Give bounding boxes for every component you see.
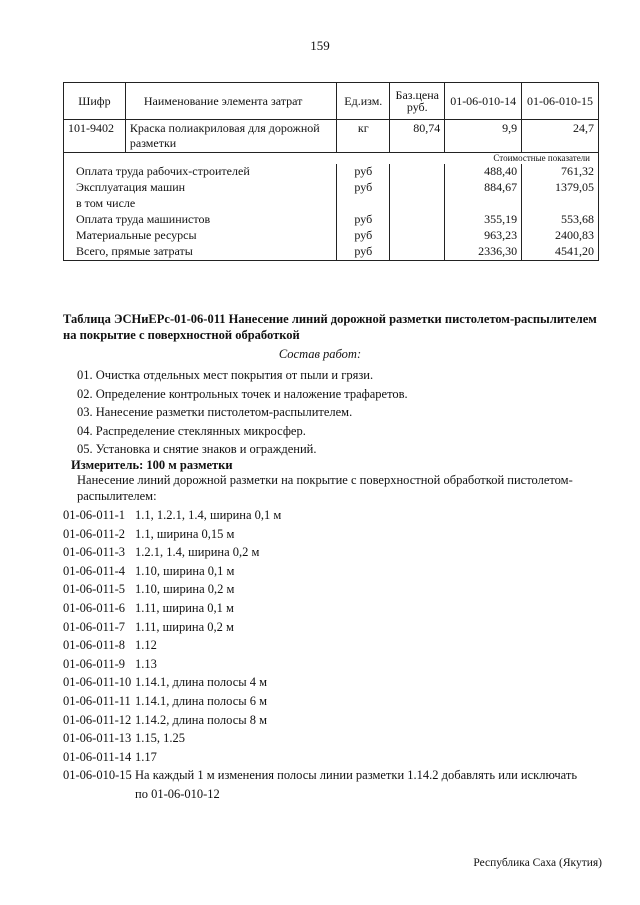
code-description: 1.1, ширина 0,15 м xyxy=(135,526,235,541)
code-item xyxy=(63,618,608,637)
code-description: 1.11, ширина 0,2 м xyxy=(135,619,234,634)
codes-list xyxy=(63,506,608,804)
code-description: 1.17 xyxy=(135,749,157,764)
material-code: 101-9402 xyxy=(64,120,126,153)
code-number: 01-06-011-9 xyxy=(63,656,126,671)
summary-row xyxy=(64,164,599,180)
summary-value-2: 553,68 xyxy=(522,212,599,228)
code-item xyxy=(63,692,608,711)
works-list xyxy=(77,366,408,459)
code-description: 1.14.1, длина полосы 6 м xyxy=(135,693,268,708)
table-header-row xyxy=(64,83,599,120)
header-name: Наименование элемента затрат xyxy=(125,83,336,120)
summary-unit: руб xyxy=(337,164,390,180)
code-item xyxy=(63,506,608,525)
summary-value-1: 963,23 xyxy=(445,228,522,244)
work-item: 01. Очистка отдельных мест покрытия от пыли и грязи. xyxy=(77,368,374,382)
summary-price xyxy=(390,196,445,212)
header-code: Шифр xyxy=(64,83,126,120)
code-item xyxy=(63,673,608,692)
material-row xyxy=(64,120,599,153)
summary-label: Эксплуатация машин xyxy=(64,180,337,196)
code-continuation: по 01-06-010-12 xyxy=(135,786,220,801)
summary-row xyxy=(64,228,599,244)
code-item xyxy=(63,525,608,544)
summary-value-2: 2400,83 xyxy=(522,228,599,244)
summary-price xyxy=(390,212,445,228)
summary-row xyxy=(64,180,599,196)
summary-value-1: 884,67 xyxy=(445,180,522,196)
code-number: 01-06-011-5 xyxy=(63,582,126,597)
header-col-2: 01-06-010-15 xyxy=(522,83,599,120)
summary-value-2 xyxy=(522,196,599,212)
code-number: 01-06-011-3 xyxy=(63,545,126,560)
code-number: 01-06-011-10 xyxy=(63,675,132,690)
summary-row xyxy=(64,196,599,212)
code-description: 1.14.2, длина полосы 8 м xyxy=(135,712,268,727)
code-description: 1.13 xyxy=(135,656,157,671)
code-item xyxy=(63,766,608,785)
summary-value-2: 1379,05 xyxy=(522,180,599,196)
material-value-1: 9,9 xyxy=(445,120,522,153)
work-item: 03. Нанесение разметки пистолетом-распылителем. xyxy=(77,405,353,420)
code-description: 1.10, ширина 0,2 м xyxy=(135,582,235,597)
summary-label: Всего, прямые затраты xyxy=(64,244,337,261)
summary-row xyxy=(64,212,599,228)
summary-row xyxy=(64,244,599,261)
code-item xyxy=(63,748,608,767)
measure-unit: Измеритель: 100 м разметки xyxy=(71,458,233,472)
summary-value-1: 2336,30 xyxy=(445,244,522,261)
material-price: 80,74 xyxy=(390,120,445,153)
section-label: Стоимостные показатели xyxy=(64,153,599,165)
code-description: 1.11, ширина 0,1 м xyxy=(135,600,234,615)
code-description: 1.1, 1.2.1, 1.4, ширина 0,1 м xyxy=(135,508,282,522)
code-description: 1.10, ширина 0,1 м xyxy=(135,563,235,578)
summary-label: в том числе xyxy=(64,196,337,212)
summary-unit: руб xyxy=(337,244,390,261)
summary-unit xyxy=(337,196,390,212)
intro-text: Нанесение линий дорожной разметки на покрытие с поверхностной обработкой пистолетом-распылителем: xyxy=(77,473,573,503)
summary-price xyxy=(390,228,445,244)
code-description: 1.12 xyxy=(135,638,157,653)
summary-price xyxy=(390,164,445,180)
header-col-1: 01-06-010-14 xyxy=(445,83,522,120)
summary-label: Оплата труда рабочих-строителей xyxy=(64,164,337,180)
summary-value-1 xyxy=(445,196,522,212)
summary-label: Оплата труда машинистов xyxy=(64,212,337,228)
code-item xyxy=(63,729,608,748)
summary-value-1: 488,40 xyxy=(445,164,522,180)
code-description: На каждый 1 м изменения полосы линии разметки 1.14.2 добавлять или исключать xyxy=(135,768,578,783)
code-number: 01-06-011-7 xyxy=(63,619,126,634)
section-heading: Таблица ЭСНиЕРс-01-06-011 Нанесение линий дорожной разметки пистолетом-распылителем на покрытие с поверхностной обработкой xyxy=(63,312,597,342)
header-unit: Ед.изм. xyxy=(337,83,390,120)
code-number: 01-06-011-6 xyxy=(63,600,126,615)
composition-title: Состав работ: xyxy=(278,347,362,361)
code-item xyxy=(63,636,608,655)
code-description: 1.2.1, 1.4, ширина 0,2 м xyxy=(135,545,260,560)
code-description: 1.14.1, длина полосы 4 м xyxy=(135,675,268,690)
code-item xyxy=(63,599,608,618)
section-row xyxy=(64,153,599,165)
code-description: 1.15, 1.25 xyxy=(135,731,185,746)
code-number: 01-06-011-2 xyxy=(63,526,126,541)
code-item xyxy=(63,655,608,674)
summary-value-2: 4541,20 xyxy=(522,244,599,261)
code-item xyxy=(63,580,608,599)
header-price: Баз.цена руб. xyxy=(390,83,445,120)
cost-table xyxy=(63,82,599,261)
footer-region: Республика Саха (Якутия) xyxy=(473,857,602,869)
code-item xyxy=(63,562,608,581)
code-number: 01-06-011-11 xyxy=(63,693,131,708)
code-number: 01-06-011-1 xyxy=(63,508,126,522)
summary-value-1: 355,19 xyxy=(445,212,522,228)
summary-unit: руб xyxy=(337,228,390,244)
summary-value-2: 761,32 xyxy=(522,164,599,180)
summary-unit: руб xyxy=(337,212,390,228)
work-item: 04. Распределение стеклянных микросфер. xyxy=(77,423,306,438)
page-number: 159 xyxy=(310,38,330,53)
work-item: 05. Установка и снятие знаков и ограждений. xyxy=(77,442,317,457)
code-number: 01-06-011-4 xyxy=(63,563,126,578)
code-number: 01-06-011-13 xyxy=(63,731,132,746)
code-item xyxy=(63,543,608,562)
summary-unit: руб xyxy=(337,180,390,196)
code-number: 01-06-011-8 xyxy=(63,638,126,653)
material-unit: кг xyxy=(337,120,390,153)
summary-label: Материальные ресурсы xyxy=(64,228,337,244)
work-item: 02. Определение контрольных точек и наложение трафаретов. xyxy=(77,386,408,401)
summary-price xyxy=(390,244,445,261)
material-value-2: 24,7 xyxy=(522,120,599,153)
code-item xyxy=(63,711,608,730)
summary-price xyxy=(390,180,445,196)
code-number: 01-06-011-14 xyxy=(63,749,132,764)
material-name: Краска полиакриловая для дорожной разметки xyxy=(125,120,336,153)
code-number: 01-06-010-15 xyxy=(63,768,132,783)
code-number: 01-06-011-12 xyxy=(63,712,132,727)
